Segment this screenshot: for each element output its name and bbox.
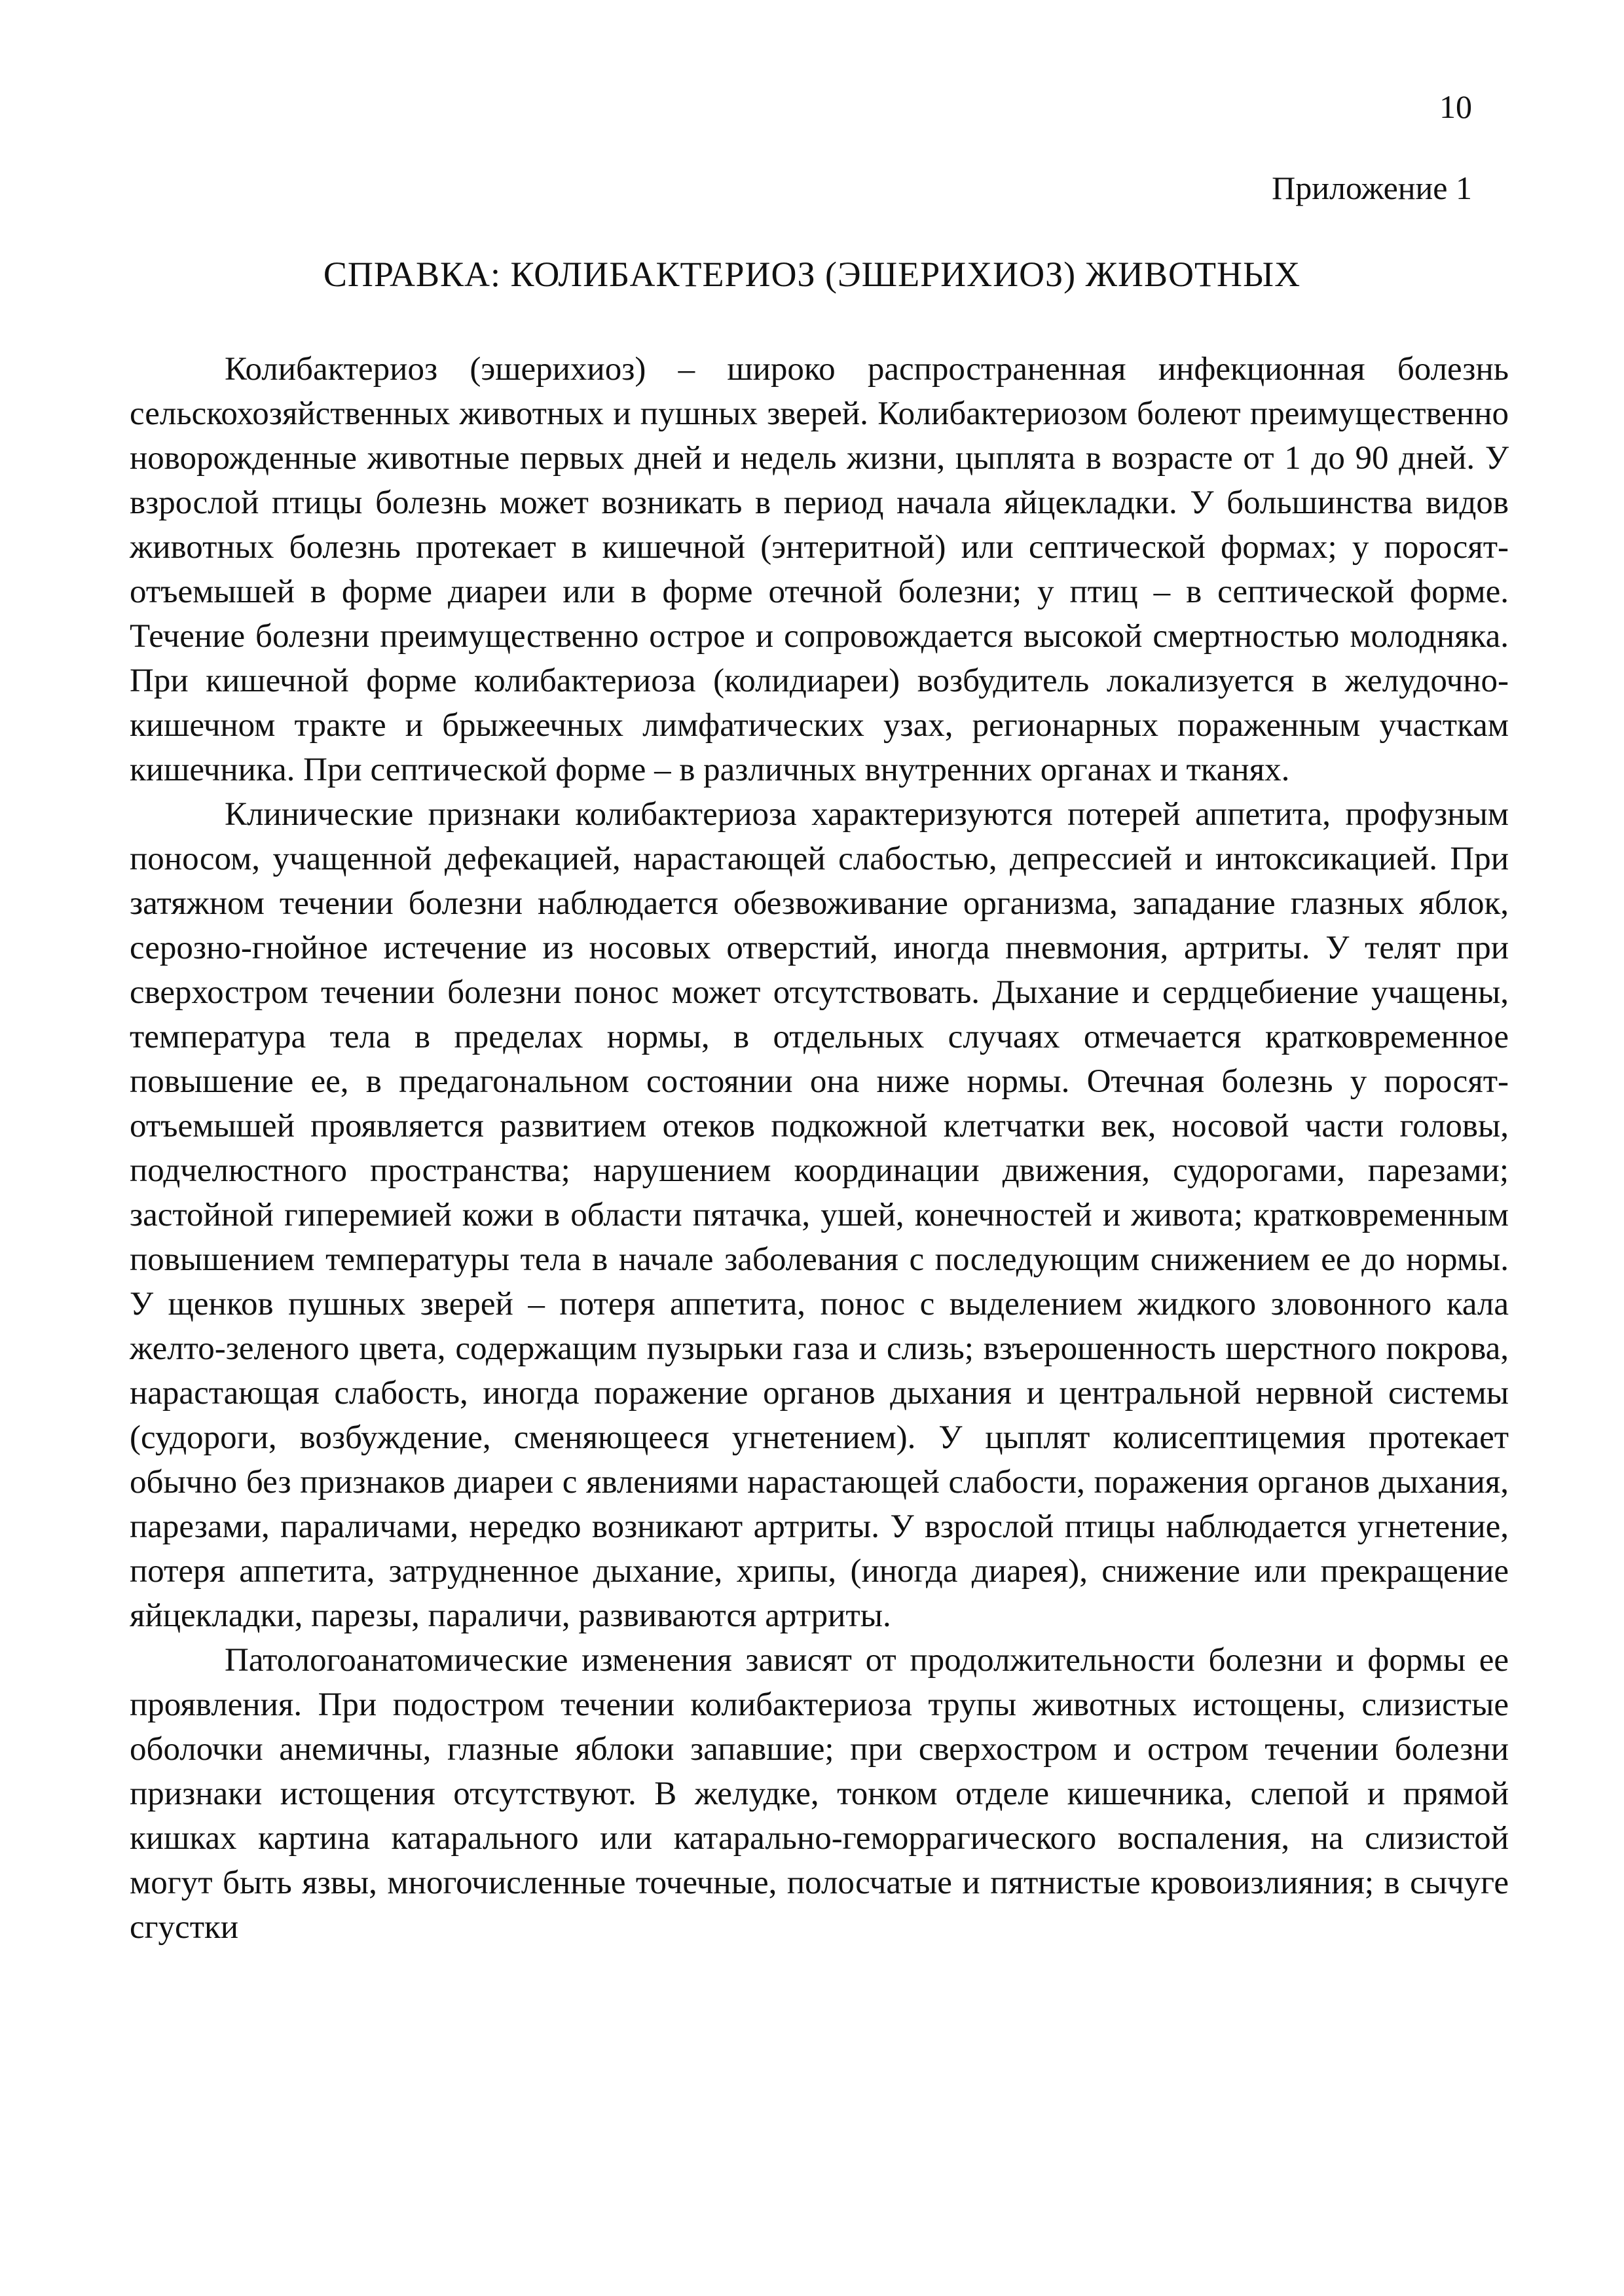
paragraph-pathology: Патологоанатомические изменения зависят от продолжительности болезни и формы ее проявления. При подостром течении колибактериоза трупы животных истощены, слизистые оболочки анемичны, глазные яблоки запавшие; при сверхостром и остром течении болезни признаки истощения отсутствуют. В желудке, тонком отделе кишечника, слепой и прямой кишках картина катарального или катарально-геморрагического воспаления, на слизистой могут быть язвы, многочисленные точечные, полосчатые и пятнистые кровоизлияния; в сычуге сгустки [130,1642,1509,1946]
appendix-label: Приложение 1 [1272,170,1472,206]
document-title: СПРАВКА: КОЛИБАКТЕРИОЗ (ЭШЕРИХИОЗ) ЖИВОТНЫХ [323,255,1301,294]
page-number: 10 [1439,88,1472,125]
paragraph-definition: Колибактериоз (эшерихиоз) – широко распространенная инфекционная болезнь сельскохозяйственных животных и пушных зверей. Колибактериозом болеют преимущественно новорожденные животные первых дней и недель жизни, цыплята в возрасте от 1 до 90 дней. У взрослой птицы болезнь может возникать в период начала яйцекладки. У большинства видов животных болезнь протекает в кишечной (энтеритной) или септической формах; у поросят-отъемышей в форме диареи или в форме отечной болезни; у птиц – в септической форме. Течение болезни преимущественно острое и сопровождается высокой смертностью молодняка. При кишечной форме колибактериоза (колидиареи) возбудитель локализуется в желудочно-кишечном тракте и брыжеечных лимфатических узах, регионарных пораженным участкам кишечника. При септической форме – в различных внутренних органах и тканях. [130,351,1509,788]
document-body [130,347,1509,1950]
paragraph-clinical-signs: Клинические признаки колибактериоза характеризуются потерей аппетита, профузным поносом, учащенной дефекацией, нарастающей слабостью, депрессией и интоксикацией. При затяжном течении болезни наблюдается обезвоживание организма, западание глазных яблок, серозно-гнойное истечение из носовых отверстий, иногда пневмония, артриты. У телят при сверхостром течении болезни понос может отсутствовать. Дыхание и сердцебиение учащены, температура тела в пределах нормы, в отдельных случаях отмечается кратковременное повышение ее, в предагональном состоянии она ниже нормы. Отечная болезнь у поросят-отъемышей проявляется развитием отеков подкожной клетчатки век, носовой части головы, подчелюстного пространства; нарушением координации движения, судорогами, парезами; застойной гиперемией кожи в области пятачка, ушей, конечностей и живота; кратковременным повышением температуры тела в начале заболевания с последующим снижением ее до нормы. У щенков пушных зверей – потеря аппетита, понос с выделением жидкого зловонного кала желто-зеленого цвета, содержащим пузырьки газа и слизь; взъерошенность шерстного покрова, нарастающая слабость, иногда поражение органов дыхания и центральной нервной системы (судороги, возбуждение, сменяющееся угнетением). У цыплят колисептицемия протекает обычно без признаков диареи с явлениями нарастающей слабости, поражения органов дыхания, парезами, параличами, нередко возникают артриты. У взрослой птицы наблюдается угнетение, потеря аппетита, затрудненное дыхание, хрипы, (иногда диарея), снижение или прекращение яйцекладки, парезы, параличи, развиваются артриты. [130,796,1509,1634]
